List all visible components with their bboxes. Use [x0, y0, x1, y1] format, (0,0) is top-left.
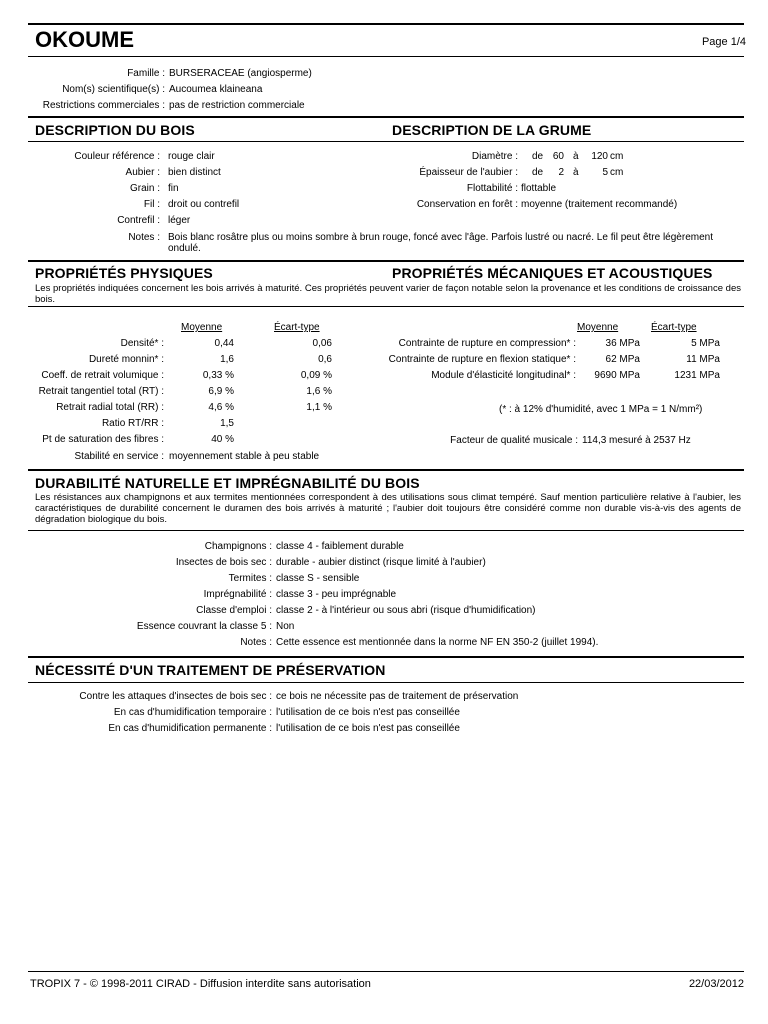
- durability-intro: Les résistances aux champignons et aux termites mentionnées correspondent à des utilisations sous climat tempéré. Sauf mention particulière relative à l'aubier, les caractéristiques de durabilité concernent le duramen des bois arrivés à maturité ; l'aubier doit toujours être considéré comme non durable vis-à-vis des agents de dégradation biologique du bois.: [35, 492, 741, 526]
- fiber-value: droit ou contrefil: [168, 199, 240, 210]
- treatment-row-value: ce bois ne nécessite pas de traitement de préservation: [276, 691, 519, 702]
- title-rule: [28, 56, 744, 57]
- color-value: rouge clair: [168, 151, 215, 162]
- fiber-label: Fil :: [143, 199, 160, 210]
- treatment-row-label: En cas d'humidification permanente :: [108, 723, 272, 734]
- mechanical-properties-heading: PROPRIÉTÉS MÉCANIQUES ET ACOUSTIQUES: [392, 265, 713, 281]
- treatment-row-value: l'utilisation de ce bois n'est pas conseillée: [276, 707, 460, 718]
- notes-label: Notes :: [128, 232, 160, 243]
- sapwood-thickness-label: Épaisseur de l'aubier :: [419, 167, 518, 178]
- treatment-row-label: En cas d'humidification temporaire :: [113, 707, 272, 718]
- mech-row-sd: 1231 MPa: [674, 370, 720, 381]
- phys-mean-header: Moyenne: [181, 322, 223, 333]
- phys-row-mean: 40 %: [211, 434, 234, 445]
- restrictions-label: Restrictions commerciales :: [42, 100, 165, 111]
- phys-row-label: Retrait radial total (RR) :: [56, 402, 164, 413]
- mech-row-mean: 36 MPa: [605, 338, 640, 349]
- phys-row-mean: 4,6 %: [208, 402, 234, 413]
- musical-quality-value: 114,3 mesuré à 2537 Hz: [582, 435, 691, 446]
- scientific-name-label: Nom(s) scientifique(s) :: [62, 84, 165, 95]
- heading-underline-description: [28, 141, 744, 142]
- phys-row-label: Ratio RT/RR :: [101, 418, 164, 429]
- treatment-heading: NÉCESSITÉ D'UN TRAITEMENT DE PRÉSERVATION: [35, 662, 386, 678]
- phys-row-sd: 0,6: [318, 354, 332, 365]
- top-rule: [28, 23, 744, 25]
- mech-row-sd: 5 MPa: [691, 338, 720, 349]
- durability-row-value: classe S - sensible: [276, 573, 360, 584]
- properties-intro: Les propriétés indiquées concernent les bois arrivés à maturité. Ces propriétés peuvent varier de façon notable selon la provenance et les conditions de croissance des bois.: [35, 283, 741, 306]
- forest-conservation-value: moyenne (traitement recommandé): [521, 199, 678, 210]
- phys-row-label: Coeff. de retrait volumique :: [41, 370, 164, 381]
- phys-row-label: Retrait tangentiel total (RT) :: [38, 386, 164, 397]
- diameter-min: 60: [552, 151, 564, 162]
- sapwood-max: 5: [602, 167, 608, 178]
- sapwood-from: de: [532, 167, 544, 178]
- family-value: BURSERACEAE (angiosperme): [169, 68, 312, 79]
- footer-date: 22/03/2012: [688, 978, 744, 990]
- durability-row-value: Non: [276, 621, 295, 632]
- treatment-row-value: l'utilisation de ce bois n'est pas conseillée: [276, 723, 460, 734]
- mech-row-mean: 62 MPa: [605, 354, 640, 365]
- grain-label: Grain :: [129, 183, 160, 194]
- mech-row-mean: 9690 MPa: [594, 370, 640, 381]
- mech-row-label: Contrainte de rupture en flexion statique* :: [388, 354, 576, 365]
- stability-value: moyennement stable à peu stable: [169, 451, 320, 462]
- sapwood-value: bien distinct: [168, 167, 221, 178]
- restrictions-value: pas de restriction commerciale: [169, 100, 305, 111]
- forest-conservation-label: Conservation en forêt :: [416, 199, 518, 210]
- family-label: Famille :: [127, 68, 165, 79]
- phys-row-mean: 1,5: [220, 418, 234, 429]
- phys-row-mean: 0,44: [214, 338, 234, 349]
- durability-row-label: Imprégnabilité :: [203, 589, 272, 600]
- mech-row-label: Contrainte de rupture en compression* :: [398, 338, 576, 349]
- diameter-to: à: [573, 151, 579, 162]
- color-label: Couleur référence :: [74, 151, 160, 162]
- mech-sd-header: Écart-type: [651, 322, 697, 333]
- grain-value: fin: [168, 183, 179, 194]
- phys-row-mean: 0,33 %: [202, 370, 234, 381]
- durability-row-label: Termites :: [228, 573, 272, 584]
- sapwood-to: à: [573, 167, 579, 178]
- diameter-label: Diamètre :: [471, 151, 518, 162]
- section-rule-treatment: [28, 656, 744, 658]
- heading-underline-properties: [28, 306, 744, 307]
- durability-row-value: classe 2 - à l'intérieur ou sous abri (risque d'humidification): [276, 605, 536, 616]
- phys-row-sd: 1,6 %: [306, 386, 332, 397]
- durability-row-value: durable - aubier distinct (risque limité à l'aubier): [276, 557, 486, 568]
- interlocked-label: Contrefil :: [117, 215, 160, 226]
- scientific-name-value: Aucoumea klaineana: [169, 84, 263, 95]
- diameter-max: 120: [591, 151, 608, 162]
- page-title: OKOUME: [35, 27, 134, 52]
- phys-row-sd: 1,1 %: [306, 402, 332, 413]
- footer-rule: [28, 971, 744, 972]
- durability-row-value: classe 4 - faiblement durable: [276, 541, 404, 552]
- section-rule-durability: [28, 469, 744, 471]
- phys-row-sd: 0,09 %: [300, 370, 332, 381]
- phys-row-label: Pt de saturation des fibres :: [42, 434, 164, 445]
- phys-row-sd: 0,06: [312, 338, 332, 349]
- buoyancy-label: Flottabilité :: [466, 183, 518, 194]
- musical-quality-label: Facteur de qualité musicale :: [450, 435, 578, 446]
- page-number: Page 1/4: [701, 36, 746, 48]
- treatment-row-label: Contre les attaques d'insectes de bois sec :: [79, 691, 272, 702]
- phys-row-mean: 6,9 %: [208, 386, 234, 397]
- durability-row-value: Cette essence est mentionnée dans la norme NF EN 350-2 (juillet 1994).: [276, 637, 599, 648]
- heading-underline-durability: [28, 530, 744, 531]
- phys-sd-header: Écart-type: [274, 322, 320, 333]
- durability-row-label: Essence couvrant la classe 5 :: [136, 621, 272, 632]
- notes-value: Bois blanc rosâtre plus ou moins sombre à brun rouge, foncé avec l'âge. Parfois lustré ou nacré. Le fil peut être légèrement ondulé.: [168, 232, 713, 254]
- sapwood-min: 2: [558, 167, 564, 178]
- phys-row-label: Dureté monnin* :: [88, 354, 164, 365]
- mech-row-label: Module d'élasticité longitudinal* :: [431, 370, 576, 381]
- phys-row-mean: 1,6: [220, 354, 234, 365]
- diameter-unit: cm: [610, 151, 624, 162]
- physical-properties-heading: PROPRIÉTÉS PHYSIQUES: [35, 265, 213, 281]
- durability-row-value: classe 3 - peu imprégnable: [276, 589, 397, 600]
- sapwood-label: Aubier :: [125, 167, 160, 178]
- section-rule-description: [28, 116, 744, 118]
- durability-row-label: Insectes de bois sec :: [175, 557, 272, 568]
- footer-copyright: TROPIX 7 - © 1998-2011 CIRAD - Diffusion interdite sans autorisation: [30, 978, 371, 990]
- mech-mean-header: Moyenne: [577, 322, 619, 333]
- mechanical-footnote: (* : à 12% d'humidité, avec 1 MPa = 1 N/mm²): [499, 404, 703, 415]
- stability-label: Stabilité en service :: [74, 451, 164, 462]
- section-rule-properties: [28, 260, 744, 262]
- durability-row-label: Notes :: [240, 637, 272, 648]
- interlocked-value: léger: [168, 215, 191, 226]
- phys-row-label: Densité* :: [120, 338, 164, 349]
- durability-row-label: Champignons :: [204, 541, 272, 552]
- sapwood-unit: cm: [610, 167, 624, 178]
- durability-row-label: Classe d'emploi :: [196, 605, 272, 616]
- log-description-heading: DESCRIPTION DE LA GRUME: [392, 122, 592, 138]
- heading-underline-treatment: [28, 682, 744, 683]
- durability-heading: DURABILITÉ NATURELLE ET IMPRÉGNABILITÉ DU BOIS: [35, 475, 420, 491]
- diameter-from: de: [532, 151, 544, 162]
- wood-description-heading: DESCRIPTION DU BOIS: [35, 122, 195, 138]
- buoyancy-value: flottable: [521, 183, 557, 194]
- mech-row-sd: 11 MPa: [686, 354, 720, 365]
